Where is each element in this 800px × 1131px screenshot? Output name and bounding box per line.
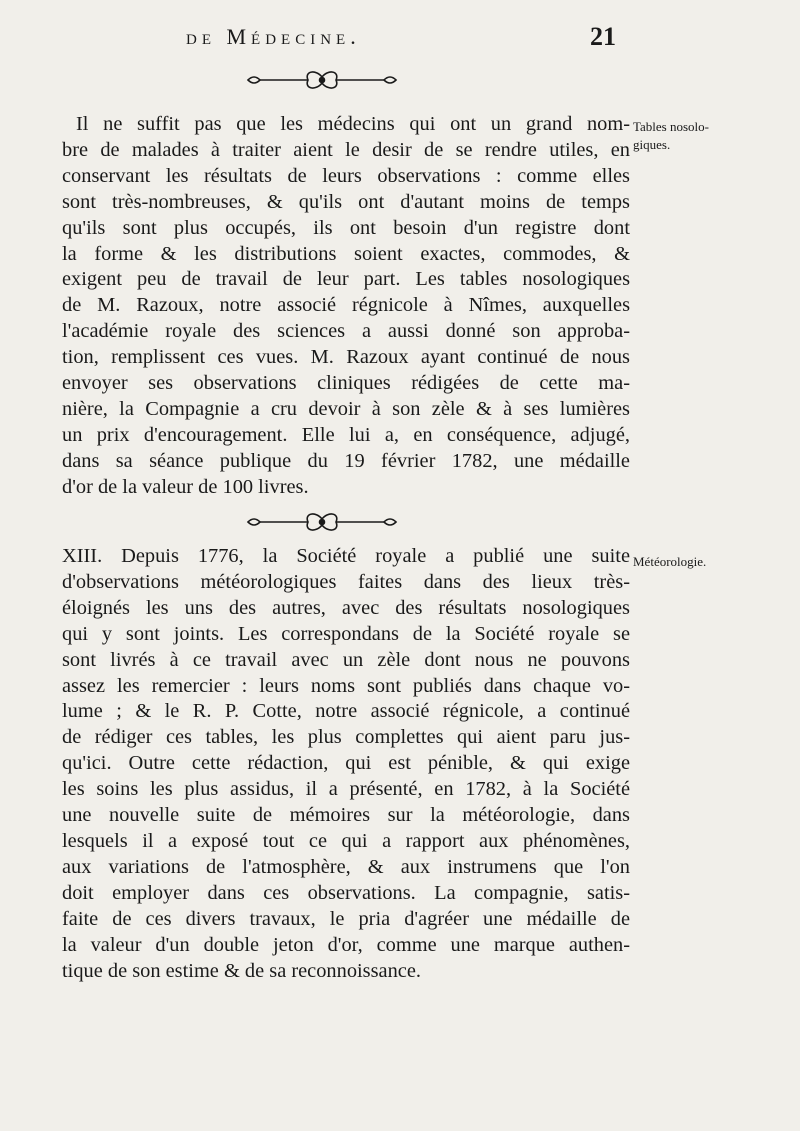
text-line: lume ; & le R. P. Cotte, notre associé régnicole, a continué <box>62 700 630 723</box>
text-line: qu'ici. Outre cette rédaction, qui est pénible, & qui exige <box>62 752 630 775</box>
text-line: lesquels il a exposé tout ce qui a rapport aux phénomènes, <box>62 829 630 852</box>
text-line: une nouvelle suite de mémoires sur la météorologie, dans <box>62 804 630 827</box>
text-line: faite de ces divers travaux, le pria d'agréer une médaille de <box>62 907 630 930</box>
margin-note-meteorologie <box>633 553 706 571</box>
paragraph-meteorologie <box>62 544 630 984</box>
text-line: un prix d'encouragement. Elle lui a, en conséquence, adjugé, <box>62 423 630 446</box>
text-line: dans sa séance publique du 19 février 1782, une médaille <box>62 449 630 472</box>
text-line: qui y sont joints. Les correspondans de la Société royale se <box>62 622 630 645</box>
margin-note-tables-nosologiques <box>633 118 709 154</box>
text-line: tique de son estime & de sa reconnoissance. <box>62 959 421 982</box>
text-line: la forme & les distributions soient exactes, commodes, & <box>62 242 630 265</box>
text-line: l'académie royale des sciences a aussi donné son approba- <box>62 320 630 343</box>
text-line: qu'ils sont plus occupés, ils ont besoin d'un registre dont <box>62 216 630 239</box>
text-line: tion, remplissent ces vues. M. Razoux ayant continué de nous <box>62 346 630 369</box>
text-line: aux variations de l'atmosphère, & aux instrumens que l'on <box>62 855 630 878</box>
margin-note-line: Météorologie. <box>633 554 707 569</box>
text-line: doit employer dans ces observations. La compagnie, satis- <box>62 881 630 904</box>
text-line: les soins les plus assidus, il a présenté, en 1782, à la Société <box>62 778 630 801</box>
running-title: de Médecine. <box>186 24 361 49</box>
paragraph-tables-nosologiques <box>62 112 630 501</box>
text-line: bre de malades à traiter aient le desir de se rendre utiles, en <box>62 138 630 161</box>
text-line: la valeur d'un double jeton d'or, comme une marque authen- <box>62 933 630 956</box>
text-line: éloignés les uns des autres, avec des résultats nosologiques <box>62 596 630 619</box>
margin-note-line: Tables nosolo- <box>633 119 709 134</box>
section-ornament-1 <box>0 70 800 94</box>
margin-note-line: giques. <box>633 137 671 152</box>
text-line: exigent peu de travail de leur part. Les tables nosologiques <box>62 268 630 291</box>
text-line: XIII. Depuis 1776, la Société royale a publié une suite <box>62 545 630 567</box>
text-line: sont livrés à ce travail avec un zèle dont nous ne pouvons <box>62 648 630 671</box>
text-line: conservant les résultats de leurs observations : comme elles <box>62 164 630 187</box>
text-line: d'observations météorologiques faites dans des lieux très- <box>62 570 630 593</box>
section-ornament-2 <box>0 512 800 536</box>
text-line: assez les remercier : leurs noms sont publiés dans chaque vo- <box>62 674 630 697</box>
text-line: de M. Razoux, notre associé régnicole à Nîmes, auxquelles <box>62 294 630 317</box>
text-line: envoyer ses observations cliniques rédigées de cette ma- <box>62 372 630 395</box>
text-line: sont très-nombreuses, & qu'ils ont d'autant moins de temps <box>62 190 630 213</box>
page-header <box>180 22 620 58</box>
text-line: d'or de la valeur de 100 livres. <box>62 475 309 498</box>
page-number: 21 <box>590 22 616 51</box>
text-line: nière, la Compagnie a cru devoir à son zèle & à ses lumières <box>62 397 630 420</box>
text-line: de rédiger ces tables, les plus complettes qui aient paru jus- <box>62 726 630 749</box>
text-line: Il ne suffit pas que les médecins qui ont un grand nom- <box>76 113 630 135</box>
